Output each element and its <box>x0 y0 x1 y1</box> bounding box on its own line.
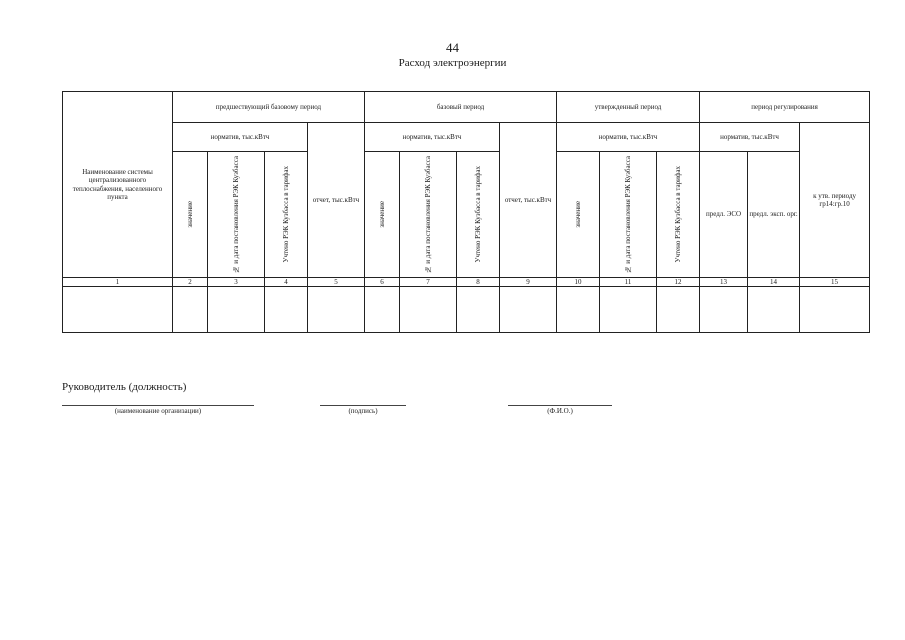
document-title: Расход электроэнергии <box>398 57 507 69</box>
approved-tariff-header <box>657 152 700 278</box>
base-rek-number-label: № и дата постановления РЭК Кузбасса <box>423 155 432 274</box>
prev-tariff-header <box>265 152 308 278</box>
data-cell[interactable] <box>800 287 870 333</box>
approved-rek-number-label: № и дата постановления РЭК Кузбасса <box>623 155 632 274</box>
base-report-header: отчет, тыс.кВтч <box>500 123 557 278</box>
approved-value-header <box>557 152 600 278</box>
approved-value-label: значение <box>573 201 582 228</box>
column-number-12: 12 <box>657 278 700 287</box>
data-cell[interactable] <box>657 287 700 333</box>
data-cell[interactable] <box>457 287 500 333</box>
approved-norm-header: норматив, тыс.кВтч <box>557 123 700 152</box>
data-cell[interactable] <box>700 287 748 333</box>
sign-caption: (подпись) <box>348 407 378 415</box>
column-number-1: 1 <box>63 278 173 287</box>
proposal-eso-header: предл. ЭСО <box>700 152 748 278</box>
base-tariff-label: Учтено РЭК Кузбасса в тарифах <box>473 166 482 263</box>
system-name-header: Наименование системы централизованного теплоснабжения, населенного пункта <box>63 92 173 278</box>
prev-report-header: отчет, тыс.кВтч <box>308 123 365 278</box>
data-cell[interactable] <box>748 287 800 333</box>
prev-tariff-label: Учтено РЭК Кузбасса в тарифах <box>281 166 290 263</box>
column-number-14: 14 <box>748 278 800 287</box>
signature-label: Руководитель (должность) <box>62 381 187 393</box>
table-row <box>63 287 870 333</box>
column-number-4: 4 <box>265 278 308 287</box>
data-cell[interactable] <box>208 287 265 333</box>
column-number-7: 7 <box>400 278 457 287</box>
column-number-2: 2 <box>173 278 208 287</box>
regulation-period-header: период регулирования <box>700 92 870 123</box>
approved-rek-number-header <box>600 152 657 278</box>
base-value-header <box>365 152 400 278</box>
column-number-11: 11 <box>600 278 657 287</box>
column-number-3: 3 <box>208 278 265 287</box>
base-value-label: значение <box>377 201 386 228</box>
prev-period-header: предшествующий базовому период <box>173 92 365 123</box>
base-rek-number-header <box>400 152 457 278</box>
regulation-norm-header: норматив, тыс.кВтч <box>700 123 800 152</box>
prev-norm-header: норматив, тыс.кВтч <box>173 123 308 152</box>
proposal-exp-header: предл. эксп. орг. <box>748 152 800 278</box>
electricity-consumption-table <box>62 91 870 333</box>
name-signature-line <box>508 405 612 406</box>
approved-period-header: утвержденный период <box>557 92 700 123</box>
base-tariff-header <box>457 152 500 278</box>
prev-value-header <box>173 152 208 278</box>
prev-value-label: значение <box>185 201 194 228</box>
data-cell[interactable] <box>400 287 457 333</box>
sign-signature-line <box>320 405 406 406</box>
column-number-5: 5 <box>308 278 365 287</box>
data-cell[interactable] <box>308 287 365 333</box>
base-period-header: базовый период <box>365 92 557 123</box>
data-cell[interactable] <box>63 287 173 333</box>
data-cell[interactable] <box>557 287 600 333</box>
column-number-6: 6 <box>365 278 400 287</box>
org-signature-line <box>62 405 254 406</box>
approved-tariff-label: Учтено РЭК Кузбасса в тарифах <box>673 166 682 263</box>
data-cell[interactable] <box>265 287 308 333</box>
data-cell[interactable] <box>600 287 657 333</box>
column-number-15: 15 <box>800 278 870 287</box>
column-number-13: 13 <box>700 278 748 287</box>
prev-rek-number-label: № и дата постановления РЭК Кузбасса <box>231 155 240 274</box>
prev-rek-number-header <box>208 152 265 278</box>
base-norm-header: норматив, тыс.кВтч <box>365 123 500 152</box>
data-cell[interactable] <box>173 287 208 333</box>
org-caption: (наименование организации) <box>114 407 202 415</box>
to-approved-header: к утв. периоду гр14:гр.10 <box>800 123 870 278</box>
name-caption: (Ф.И.О.) <box>547 407 573 415</box>
column-number-10: 10 <box>557 278 600 287</box>
data-cell[interactable] <box>365 287 400 333</box>
column-number-8: 8 <box>457 278 500 287</box>
column-number-9: 9 <box>500 278 557 287</box>
page-number: 44 <box>446 40 459 55</box>
data-cell[interactable] <box>500 287 557 333</box>
